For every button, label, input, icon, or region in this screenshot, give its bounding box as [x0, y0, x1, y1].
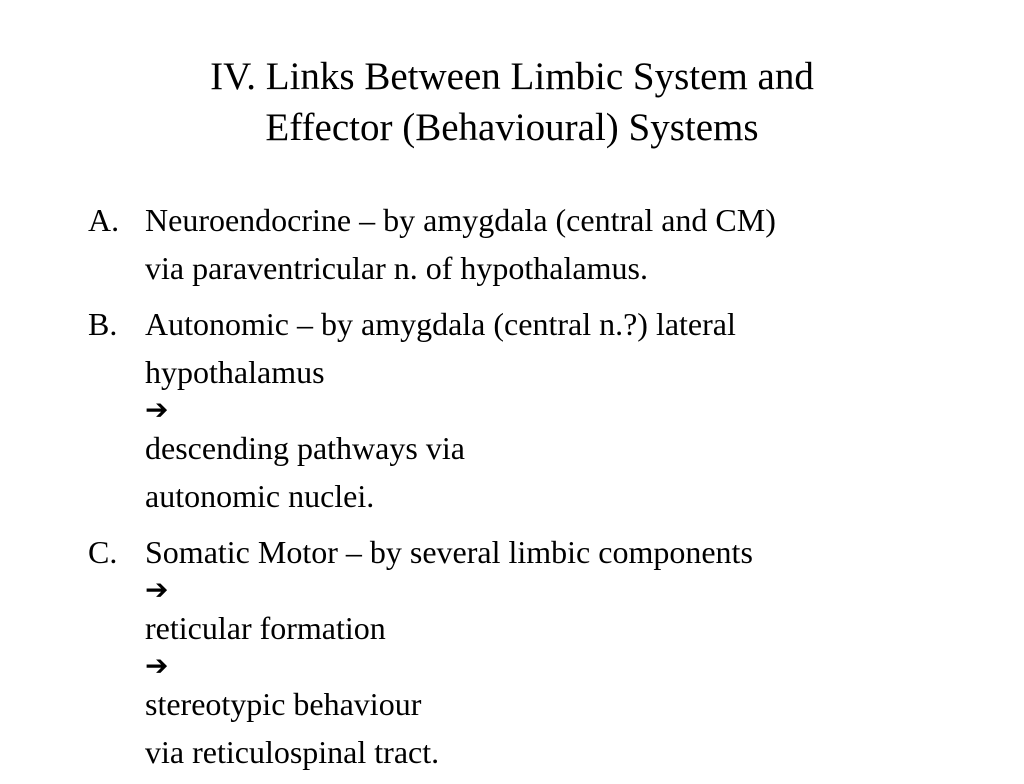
- bullet-b-line-3: autonomic nuclei.: [145, 478, 375, 514]
- bullet-c-line-2: [145, 573, 958, 728]
- bullet-c-text: [145, 528, 958, 776]
- bullet-b-line-2-before: hypothalamus: [145, 354, 325, 390]
- slide-title-line-2: Effector (Behavioural) Systems: [265, 106, 759, 149]
- bullet-b-line-1: Autonomic – by amygdala (central n.?) lateral: [145, 306, 736, 342]
- bullet-c-line-2-end: stereotypic behaviour: [145, 686, 422, 722]
- right-arrow-icon: ➔: [145, 573, 169, 606]
- bullet-b: [88, 300, 958, 520]
- bullet-c: [88, 528, 958, 776]
- bullet-a: [88, 196, 958, 292]
- bullet-b-line-2: [145, 348, 958, 472]
- bullet-b-line-2-after: descending pathways via: [145, 430, 465, 466]
- slide-title: [100, 51, 924, 153]
- bullet-c-line-2-middle: reticular formation: [145, 610, 386, 646]
- right-arrow-icon: ➔: [145, 649, 169, 682]
- bullet-list: [88, 196, 958, 784]
- bullet-a-line-2: via paraventricular n. of hypothalamus.: [145, 250, 648, 286]
- bullet-c-line-1: Somatic Motor – by several limbic components: [145, 534, 753, 570]
- right-arrow-icon: ➔: [145, 393, 169, 426]
- bullet-c-marker: C.: [88, 534, 118, 570]
- bullet-a-text: [145, 196, 958, 292]
- bullet-c-line-3: via reticulospinal tract.: [145, 734, 440, 770]
- bullet-a-line-1: Neuroendocrine – by amygdala (central and CM): [145, 202, 776, 238]
- bullet-b-text: [145, 300, 958, 520]
- slide-title-line-1: IV. Links Between Limbic System and: [210, 55, 814, 98]
- bullet-a-marker: A.: [88, 202, 120, 238]
- bullet-b-marker: B.: [88, 306, 118, 342]
